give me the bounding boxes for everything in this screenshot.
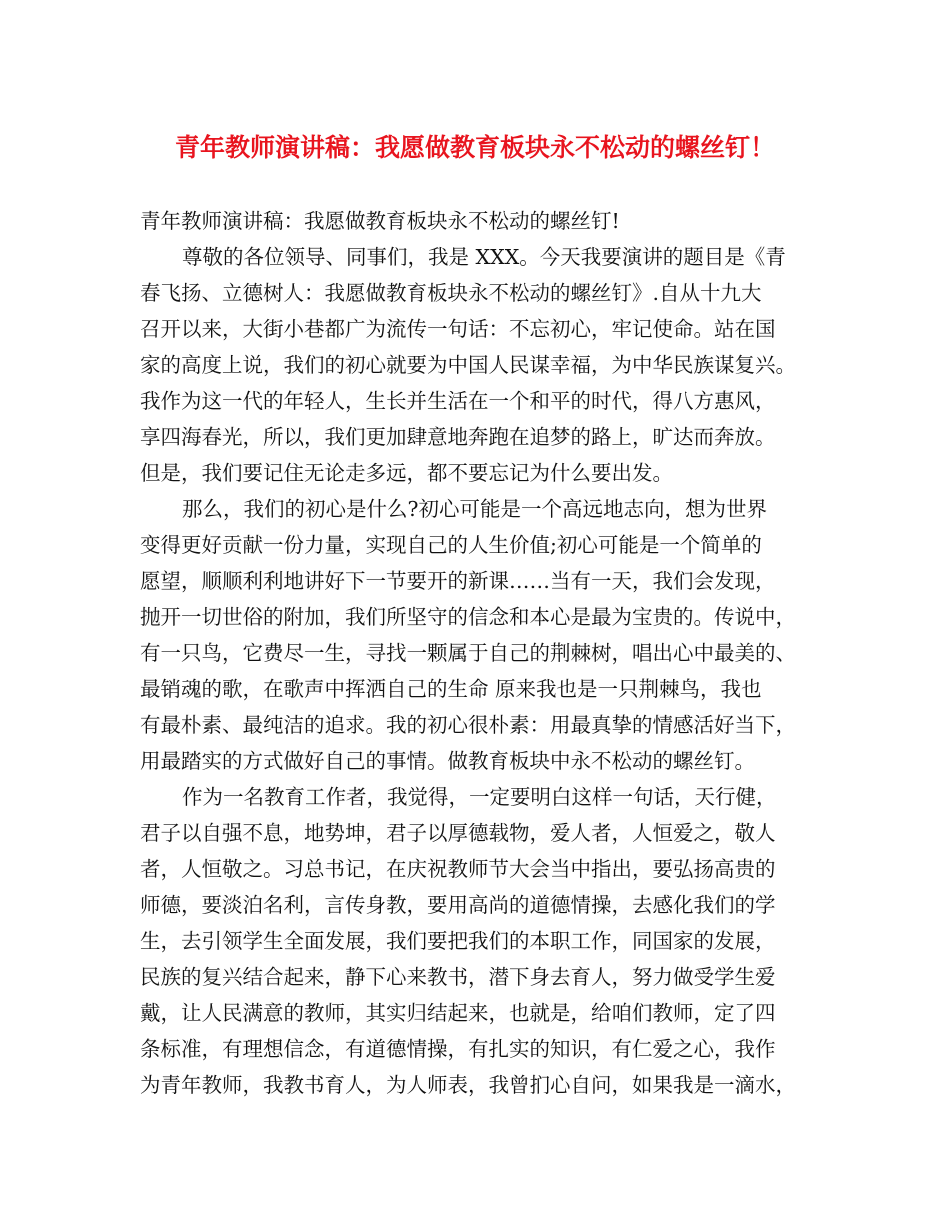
body-line-16: 用最踏实的方式做好自己的事情。做教育板块中永不松动的螺丝钉。 (140, 749, 755, 773)
document-body (140, 203, 830, 1103)
body-line-8: 但是，我们要记住无论走多远，都不要忘记为什么要出发。 (140, 461, 673, 485)
body-line-18: 君子以自强不息，地势坤，君子以厚德载物，爱人者，人恒爱之，敬人 (140, 821, 776, 845)
body-line-24: 条标准，有理想信念，有道德情操，有扎实的知识，有仁爱之心，我作 (140, 1037, 776, 1061)
body-line-1: 青年教师演讲稿：我愿做教育板块永不松动的螺丝钉! (140, 209, 620, 233)
body-line-25: 为青年教师，我教书育人，为人师表，我曾扪心自问，如果我是一滴水， (140, 1073, 796, 1097)
body-line-2: 尊敬的各位领导、同事们，我是 XXX。今天我要演讲的题目是《青 (182, 245, 786, 269)
body-line-10: 变得更好贡献一份力量，实现自己的人生价值;初心可能是一个简单的 (140, 533, 762, 557)
body-line-12: 抛开一切世俗的附加，我们所坚守的信念和本心是最为宝贵的。传说中， (140, 605, 796, 629)
body-line-14: 最销魂的歌，在歌声中挥洒自己的生命 原来我也是一只荆棘鸟，我也 (140, 677, 762, 701)
body-line-13: 有一只鸟，它费尽一生，寻找一颗属于自己的荆棘树，唱出心中最美的、 (140, 641, 796, 665)
body-line-11: 愿望，顺顺利利地讲好下一节要开的新课……当有一天，我们会发现， (140, 569, 776, 593)
body-line-3: 春飞扬、立德树人：我愿做教育板块永不松动的螺丝钉》.自从十九大 (140, 281, 762, 305)
body-line-6: 我作为这一代的年轻人，生长并生活在一个和平的时代，得八方惠风， (140, 389, 776, 413)
body-line-22: 民族的复兴结合起来，静下心来教书，潜下身去育人，努力做受学生爱 (140, 965, 776, 989)
body-line-23: 戴，让人民满意的教师，其实归结起来，也就是，给咱们教师，定了四 (140, 1001, 776, 1025)
body-line-4: 召开以来，大街小巷都广为流传一句话：不忘初心，牢记使命。站在国 (140, 317, 776, 341)
body-line-15: 有最朴素、最纯洁的追求。我的初心很朴素：用最真挚的情感活好当下， (140, 713, 796, 737)
body-line-20: 师德，要淡泊名利，言传身教，要用高尚的道德情操，去感化我们的学 (140, 893, 776, 917)
body-line-9: 那么，我们的初心是什么?初心可能是一个高远地志向，想为世界 (182, 497, 767, 521)
body-line-5: 家的高度上说，我们的初心就要为中国人民谋幸福，为中华民族谋复兴。 (140, 353, 796, 377)
body-line-19: 者，人恒敬之。习总书记，在庆祝教师节大会当中指出，要弘扬高贵的 (140, 857, 776, 881)
body-line-21: 生，去引领学生全面发展，我们要把我们的本职工作，同国家的发展， (140, 929, 776, 953)
body-line-17: 作为一名教育工作者，我觉得，一定要明白这样一句话，天行健， (182, 785, 777, 809)
document-title: 青年教师演讲稿：我愿做教育板块永不松动的螺丝钉！ (174, 133, 775, 162)
body-line-7: 享四海春光，所以，我们更加肆意地奔跑在追梦的路上，旷达而奔放。 (140, 425, 776, 449)
